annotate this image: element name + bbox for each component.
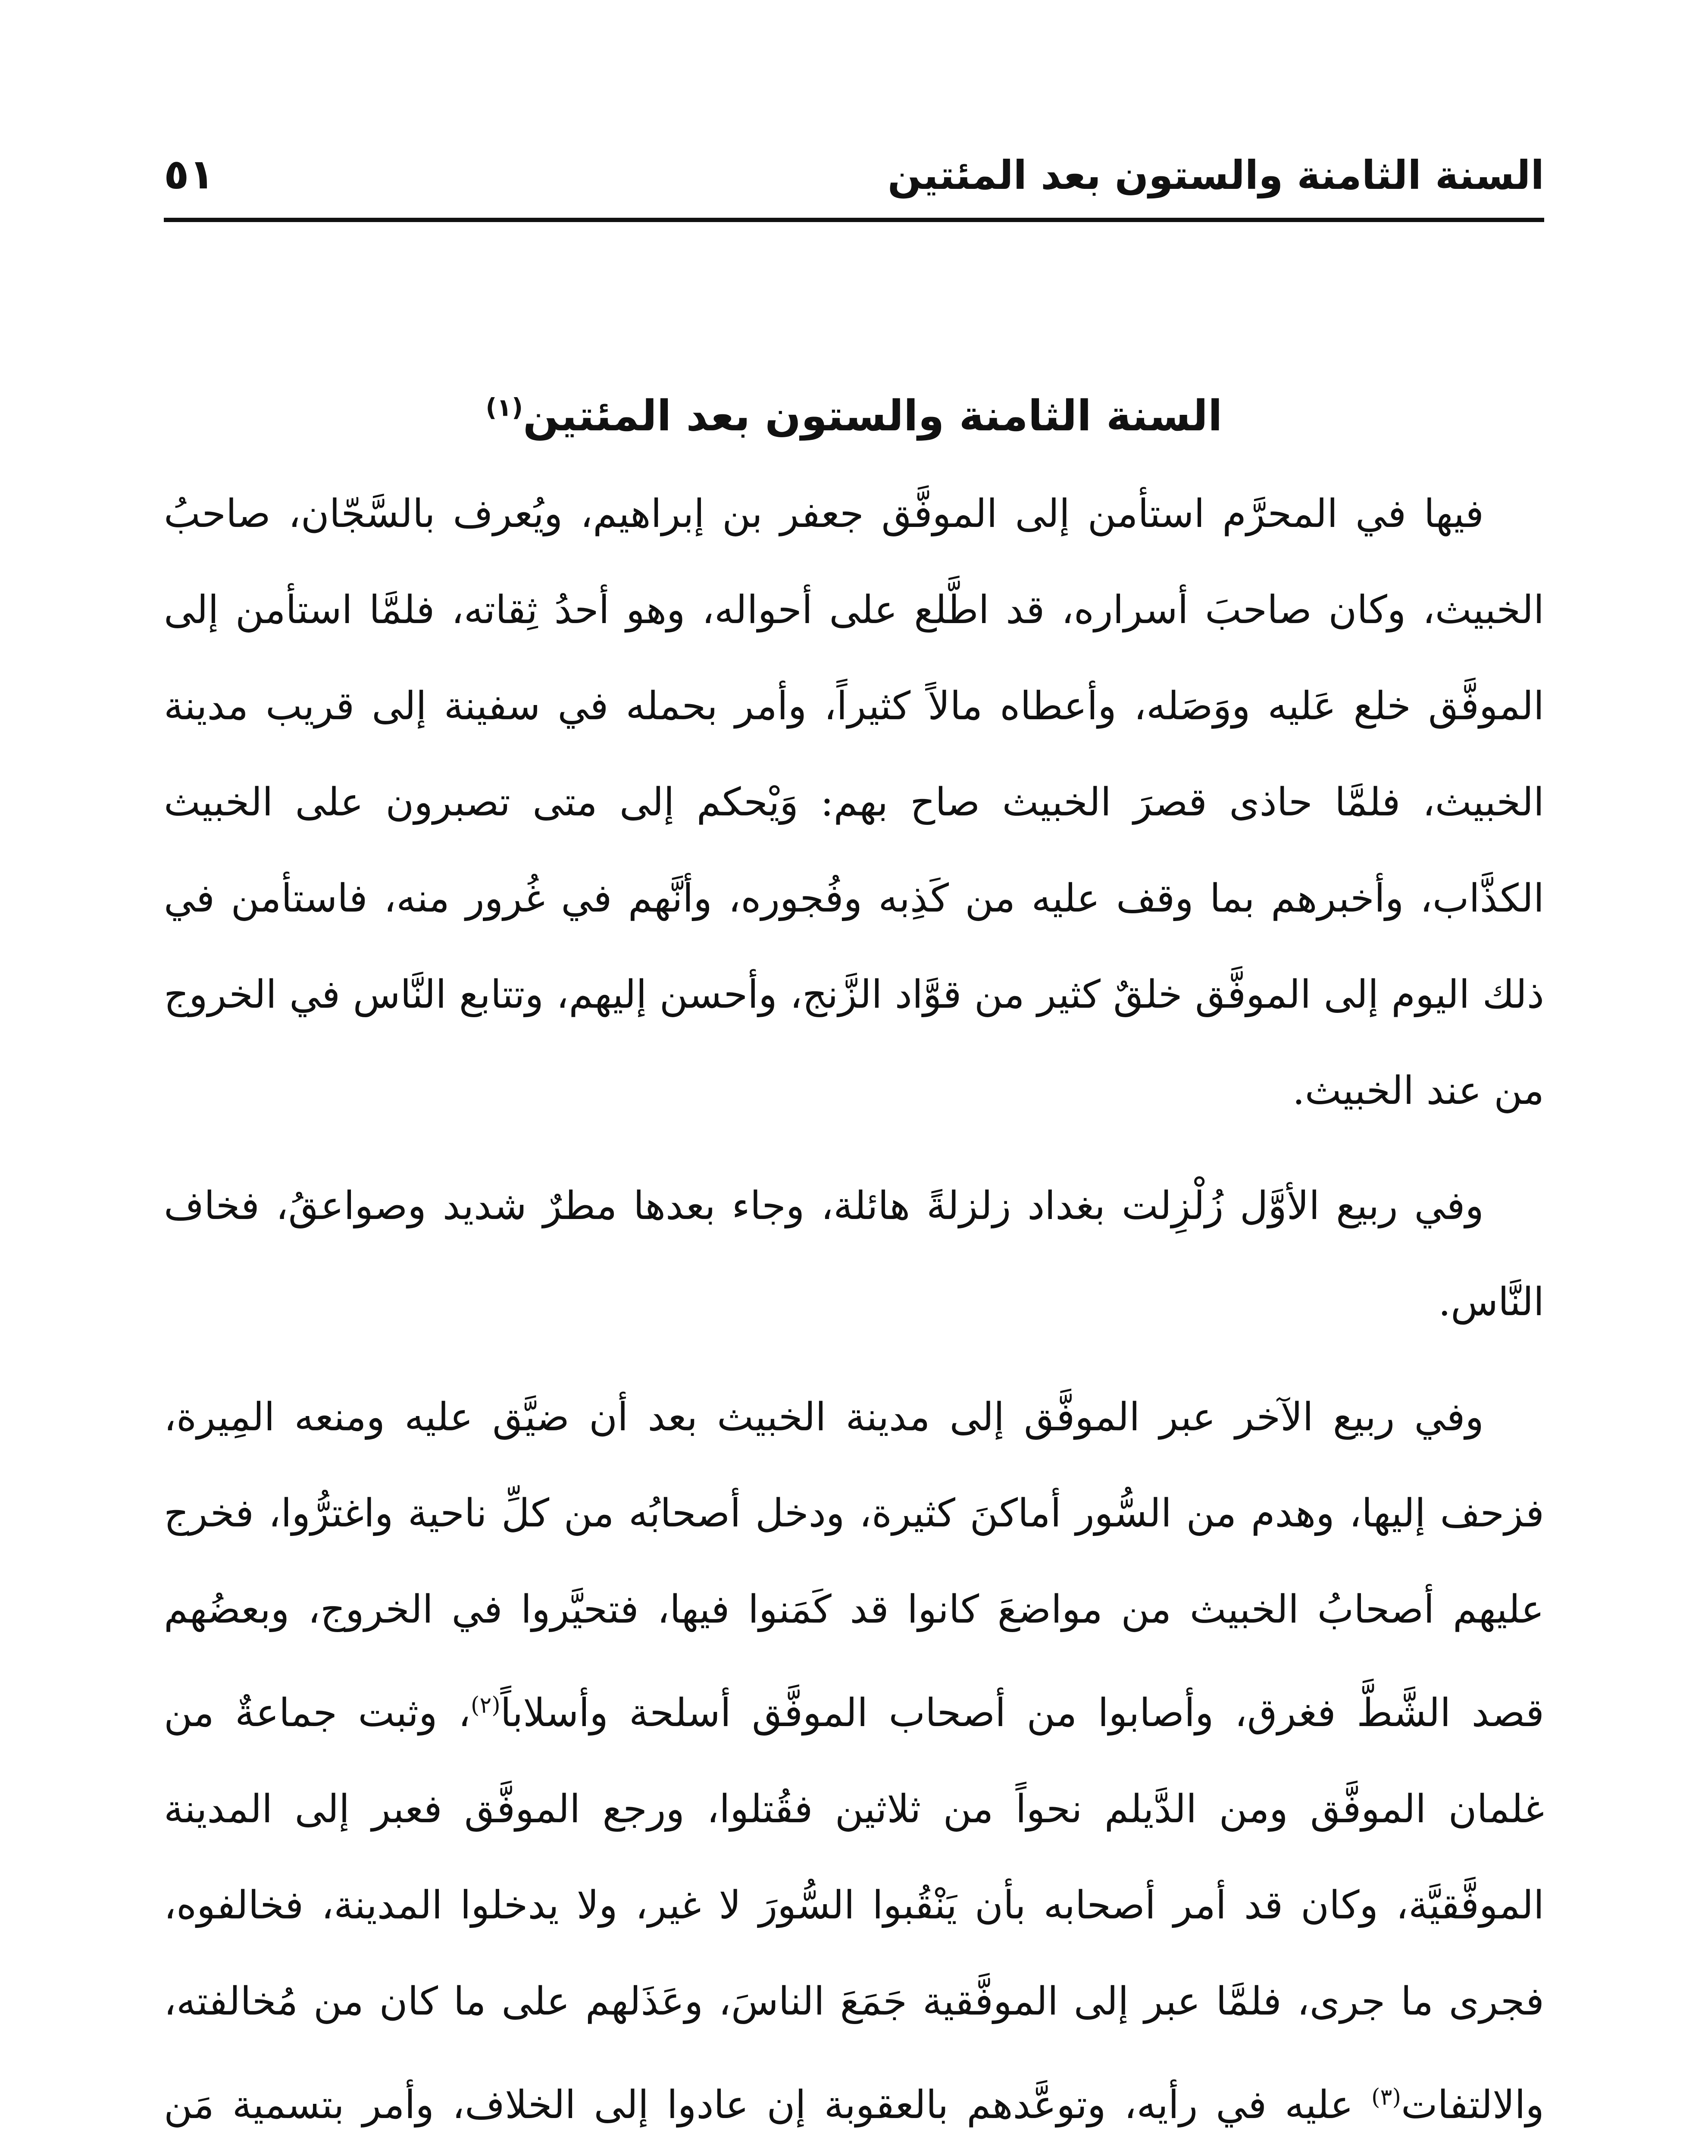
body-text	[164, 466, 1544, 2156]
paragraph-3-part-b: ، وثبت جماعةٌ من غلمان الموفَّق ومن الدَّيلم نحواً من ثلاثين فقُتلوا، ورجع الموفَّق فعبر إلى المدينة الموفَّقيَّة، وكان قد أمر أصحابه بأن يَنْقُبوا السُّورَ لا غير، ولا يدخلوا المدينة، فخالفوه، فجرى ما جرى، فلمَّا عبر إلى الموفَّقية جَمَعَ الناسَ، وعَذَلهم على ما كان من مُخالفته، والالتفات	[164, 1690, 1544, 2128]
footnote-ref-2[interactable]: (٢)	[470, 1692, 501, 1718]
page-number: ٥١	[164, 150, 215, 198]
chapter-title-text: السنة الثامنة والستون بعد المئتين	[523, 391, 1223, 441]
footnote-ref-1[interactable]: (١)	[485, 393, 523, 422]
paragraph-3	[164, 1369, 1544, 2156]
paragraph-1: فيها في المحرَّم استأمن إلى الموفَّق جعفر بن إبراهيم، ويُعرف بالسَّجّان، صاحبُ الخبيث، وكان صاحبَ أسراره، قد اطَّلع على أحواله، وهو أحدُ ثِقاته، فلمَّا استأمن إلى الموفَّق خلع عَليه ووَصَله، وأعطاه مالاً كثيراً، وأمر بحمله في سفينة إلى قريب مدينة الخبيث، فلمَّا حاذى قصرَ الخبيث صاح بهم: وَيْحكم إلى متى تصبرون على الخبيث الكذَّاب، وأخبرهم بما وقف عليه من كَذِبه وفُجوره، وأنَّهم في غُرور منه، فاستأمن في ذلك اليوم إلى الموفَّق خلقٌ كثير من قوَّاد الزَّنج، وأحسن إليهم، وتتابع النَّاس في الخروج من عند الخبيث.	[164, 491, 1544, 1113]
chapter-title	[164, 391, 1544, 441]
running-head	[164, 134, 1544, 198]
paragraph-3-part-c: عليه في رأيه، وتوعَّدهم بالعقوبة إن عادوا إلى الخلاف، وأمر بتسمية مَن	[164, 2082, 1354, 2128]
paragraph-2: وفي ربيع الأوَّل زُلْزِلت بغداد زلزلةً هائلة، وجاء بعدها مطرٌ شديد وصواعقُ، فخاف النَّاس.	[164, 1183, 1544, 1325]
footnote-ref-3[interactable]: (٣)	[1371, 2084, 1401, 2110]
header-divider	[164, 218, 1544, 222]
running-title: السنة الثامنة والستون بعد المئتين	[887, 152, 1544, 198]
paragraph-3-part-a: وفي ربيع الآخر عبر الموفَّق إلى مدينة الخبيث بعد أن ضيَّق عليه ومنعه المِيرة، فزحف إليها، وهدم من السُّور أماكنَ كثيرة، ودخل أصحابُه من كلِّ ناحية واغترُّوا، فخرج عليهم أصحابُ الخبيث من مواضعَ كانوا قد كَمَنوا فيها، فتحيَّروا في الخروج، وبعضُهم قصد الشَّطَّ فغرق، وأصابوا من أصحاب الموفَّق أسلحة وأسلاباً	[164, 1395, 1544, 1736]
